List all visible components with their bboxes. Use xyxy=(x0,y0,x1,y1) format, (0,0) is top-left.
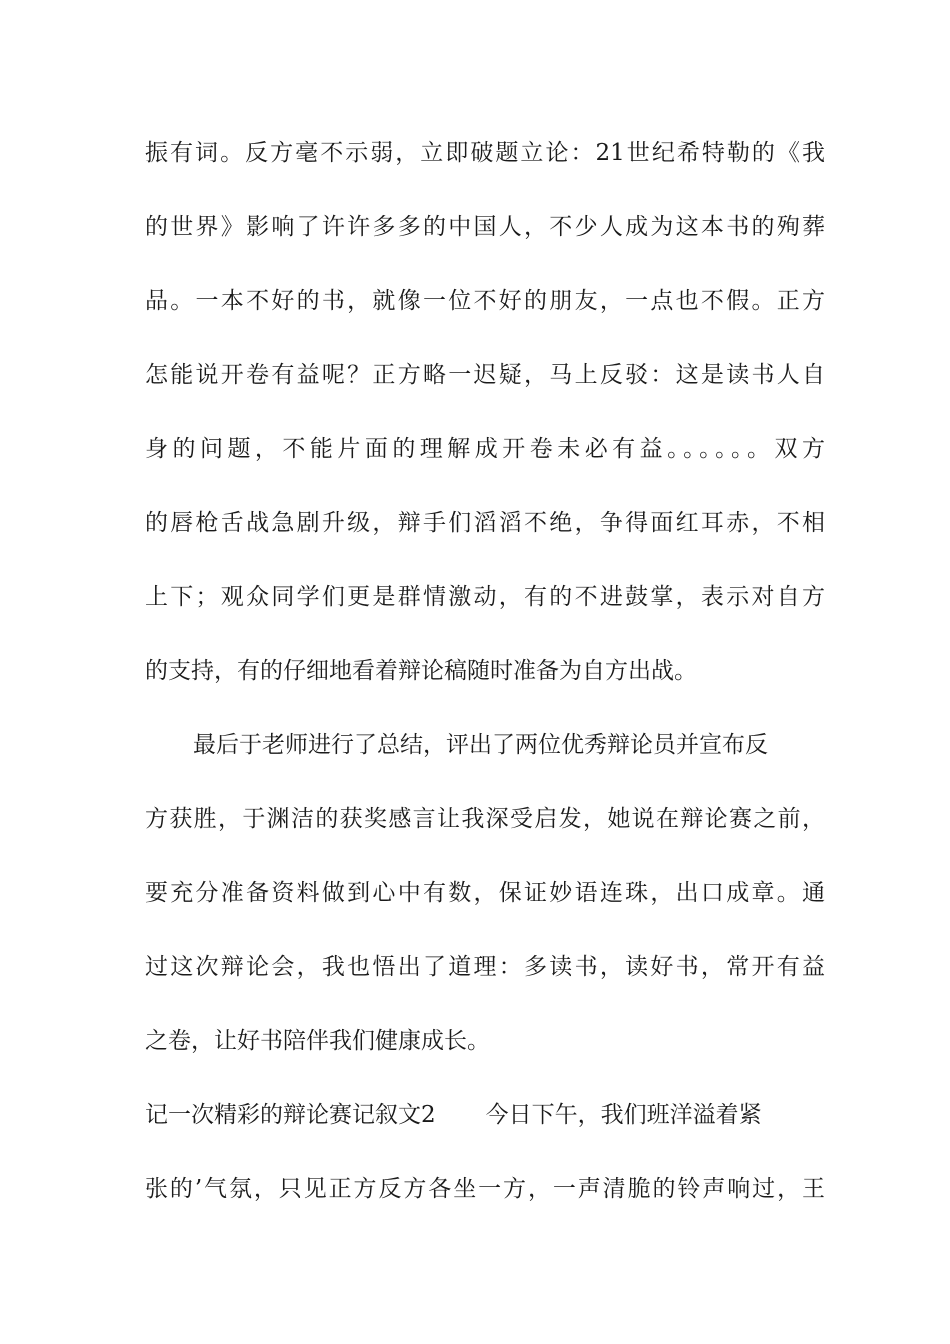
paragraph-1-line-4: 怎能说开卷有益呢？正方略一迟疑，马上反驳：这是读书人自 xyxy=(145,362,825,388)
paragraph-1-line-8: 的支持，有的仔细地看着辩论稿随时准备为自方出战。 xyxy=(145,658,697,684)
paragraph-1-line-1: 振有词。反方毫不示弱，立即破题立论：21世纪希特勒的《我 xyxy=(145,140,825,166)
section-2-line-1-text: 今日下午，我们班洋溢着紧 xyxy=(485,1102,762,1128)
section-2-line-2: 张的’气氛，只见正方反方各坐一方，一声清脆的铃声响过，王 xyxy=(145,1176,825,1202)
paragraph-1-line-2: 的世界》影响了许许多多的中国人，不少人成为这本书的殉葬 xyxy=(145,214,825,240)
paragraph-2-line-4: 过这次辩论会，我也悟出了道理：多读书，读好书，常开有益 xyxy=(145,954,825,980)
paragraph-1-line-6: 的唇枪舌战急剧升级，辩手们滔滔不绝，争得面红耳赤，不相 xyxy=(145,510,825,536)
paragraph-2-line-1: 最后于老师进行了总结，评出了两位优秀辩论员并宣布反 xyxy=(193,732,768,758)
paragraph-1-line-5: 身的问题，不能片面的理解成开卷未必有益。。。。。。双方 xyxy=(145,436,825,462)
section-2-first-line xyxy=(145,1095,825,1135)
paragraph-1-line-7: 上下；观众同学们更是群情激动，有的不进鼓掌，表示对自方 xyxy=(145,584,825,610)
paragraph-2-line-2: 方获胜，于渊洁的获奖感言让我深受启发，她说在辩论赛之前， xyxy=(145,806,825,832)
paragraph-2-line-5: 之卷，让好书陪伴我们健康成长。 xyxy=(145,1028,490,1054)
section-heading: 记一次精彩的辩论赛记叙文2 xyxy=(145,1102,436,1128)
paragraph-1-line-3: 品。一本不好的书，就像一位不好的朋友，一点也不假。正方 xyxy=(145,288,825,314)
paragraph-2-line-3: 要充分准备资料做到心中有数，保证妙语连珠，出口成章。通 xyxy=(145,880,825,906)
